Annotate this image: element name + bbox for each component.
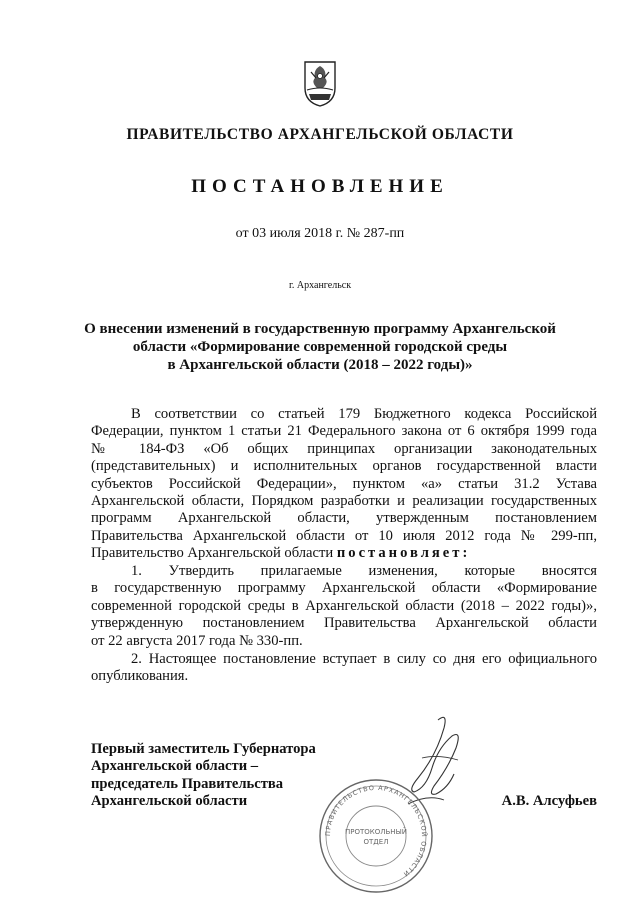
title-line: О внесении изменений в государственную программу Архангельской	[84, 321, 556, 337]
resolution-keyword: постановляет:	[336, 545, 471, 562]
signatory-position	[91, 741, 316, 811]
text-line: опубликования.	[91, 668, 189, 685]
text-span: Правительство Архангельской области	[91, 545, 337, 562]
text-line: Архангельской области, Порядком разработки и реализации государственных	[91, 493, 597, 510]
text-line: утвержденную постановлением Правительства Архангельской области	[91, 615, 597, 632]
text-line: Правительства Архангельской области от 10 июля 2012 года № 299-пп,	[91, 527, 597, 544]
title-line: области «Формирование современной городской среды	[132, 339, 508, 355]
position-line: председатель Правительства	[91, 775, 284, 792]
text-line: программ Архангельской области, утвержденным постановлением	[91, 510, 597, 527]
text-line: 1. Утвердить прилагаемые изменения, которые вносятся	[131, 563, 597, 579]
position-line: Архангельской области –	[91, 758, 259, 775]
paragraph-item-1	[91, 563, 597, 650]
text-line	[91, 545, 597, 562]
text-line: в государственную программу Архангельской области «Формирование	[91, 580, 597, 597]
official-stamp	[316, 776, 436, 896]
text-line: от 22 августа 2017 года № 330-пп.	[91, 632, 303, 649]
signatory-name: А.В. Алсуфьев	[501, 793, 597, 809]
text-line: субъектов Российской Федерации», пунктом «а» статьи 31.2 Устава	[91, 475, 597, 492]
title-line: в Архангельской области (2018 – 2022 годы)»	[167, 357, 473, 373]
paragraph-preamble	[91, 406, 597, 563]
paragraph-item-2	[91, 651, 597, 686]
text-line: (представительных) и исполнительных органов государственной власти	[91, 458, 597, 475]
text-line: Федерации, пунктом 1 статьи 21 Федерального закона от 6 октября 1999 года	[91, 423, 597, 440]
text-line: В соответствии со статьей 179 Бюджетного кодекса Российской	[131, 406, 597, 422]
text-line: современной городской среды в Архангельской области (2018 – 2022 годы)»,	[91, 597, 597, 614]
document-type: ПОСТАНОВЛЕНИЕ	[191, 176, 449, 197]
document-city: г. Архангельск	[288, 280, 352, 291]
stamp-outer-text: ПРАВИТЕЛЬСТВО АРХАНГЕЛЬСКОЙ ОБЛАСТИ	[323, 783, 429, 879]
position-line: Архангельской области	[91, 793, 248, 810]
stamp-inner-line: ОТДЕЛ	[363, 838, 389, 846]
text-line: № 184-ФЗ «Об общих принципах организации законодательных	[91, 440, 597, 457]
document-title	[60, 320, 580, 374]
text-line: 2. Настоящее постановление вступает в силу со дня его официального	[131, 651, 597, 667]
coat-of-arms-emblem	[303, 58, 337, 108]
document-date-number: от 03 июля 2018 г. № 287-пп	[235, 226, 405, 241]
stamp-inner-line: ПРОТОКОЛЬНЫЙ	[344, 828, 408, 836]
position-line: Первый заместитель Губернатора	[91, 741, 316, 757]
organization-name: ПРАВИТЕЛЬСТВО АРХАНГЕЛЬСКОЙ ОБЛАСТИ	[126, 126, 514, 143]
